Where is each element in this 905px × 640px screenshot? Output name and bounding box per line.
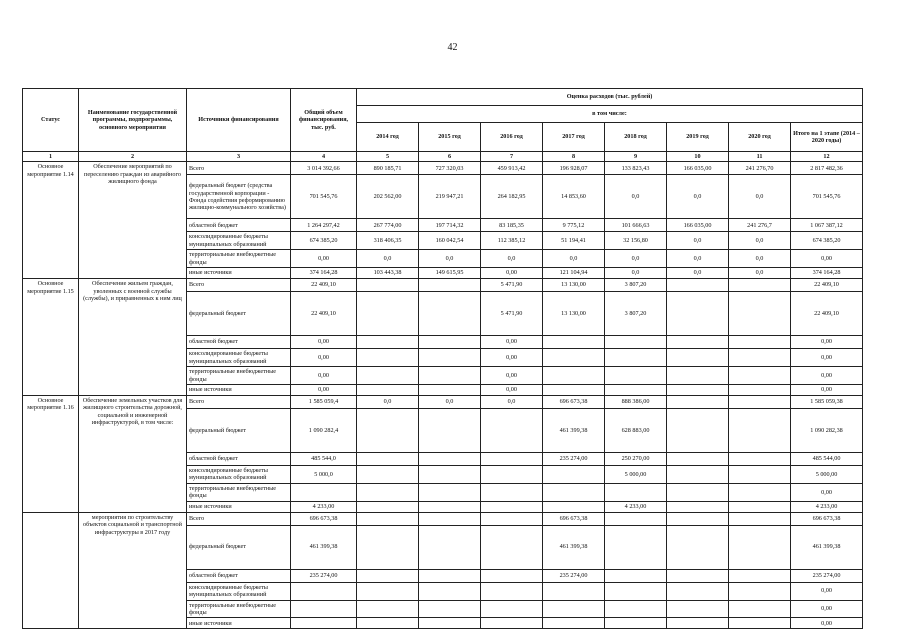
total-value-cell: 22 409,10 xyxy=(291,292,357,336)
year-value-cell: 4 233,00 xyxy=(605,501,667,512)
funding-source-cell: консолидированные бюджеты муниципальных образований xyxy=(187,582,291,600)
year-value-cell xyxy=(357,600,419,618)
table-row xyxy=(23,162,863,175)
year-value-cell xyxy=(667,367,729,385)
year-value-cell xyxy=(357,384,419,395)
stage-total-cell: 22 409,10 xyxy=(791,292,863,336)
column-number: 9 xyxy=(605,152,667,162)
funding-source-cell: Всего xyxy=(187,162,291,175)
stage-total-cell: 0,00 xyxy=(791,618,863,629)
year-value-cell xyxy=(419,349,481,367)
year-value-cell: 0,0 xyxy=(729,268,791,279)
year-value-cell xyxy=(357,279,419,292)
year-value-cell: 0,0 xyxy=(481,250,543,268)
year-value-cell: 0,0 xyxy=(357,395,419,408)
year-value-cell xyxy=(667,384,729,395)
year-value-cell xyxy=(543,483,605,501)
year-value-cell: 461 399,38 xyxy=(543,525,605,569)
year-value-cell xyxy=(667,569,729,582)
year-value-cell: 0,0 xyxy=(667,175,729,219)
year-value-cell xyxy=(667,483,729,501)
year-value-cell xyxy=(419,384,481,395)
funding-source-cell: областной бюджет xyxy=(187,569,291,582)
year-value-cell: 696 673,38 xyxy=(543,395,605,408)
year-value-cell: 267 774,00 xyxy=(357,219,419,232)
stage-total-cell: 0,00 xyxy=(791,349,863,367)
year-value-cell: 5 471,90 xyxy=(481,292,543,336)
year-value-cell: 0,00 xyxy=(481,268,543,279)
funding-source-cell: Всего xyxy=(187,395,291,408)
column-number: 4 xyxy=(291,152,357,162)
year-value-cell xyxy=(729,618,791,629)
year-value-cell: 0,00 xyxy=(481,336,543,349)
year-value-cell xyxy=(729,408,791,452)
year-value-cell xyxy=(729,569,791,582)
year-value-cell xyxy=(729,367,791,385)
year-value-cell xyxy=(357,349,419,367)
year-value-cell xyxy=(481,483,543,501)
column-numbers-row xyxy=(23,152,863,162)
total-value-cell xyxy=(291,618,357,629)
year-value-cell xyxy=(481,408,543,452)
header-year: 2017 год xyxy=(543,122,605,151)
year-value-cell: 0,0 xyxy=(605,250,667,268)
funding-source-cell: территориальные внебюджетные фонды xyxy=(187,367,291,385)
total-value-cell: 1 264 297,42 xyxy=(291,219,357,232)
year-value-cell: 3 807,20 xyxy=(605,279,667,292)
year-value-cell xyxy=(729,525,791,569)
total-value-cell xyxy=(291,582,357,600)
stage-total-cell: 1 585 059,38 xyxy=(791,395,863,408)
year-value-cell xyxy=(605,569,667,582)
column-number: 11 xyxy=(729,152,791,162)
year-value-cell xyxy=(481,582,543,600)
year-value-cell: 0,00 xyxy=(481,367,543,385)
stage-total-cell: 696 673,38 xyxy=(791,512,863,525)
total-value-cell: 0,00 xyxy=(291,349,357,367)
year-value-cell: 14 853,60 xyxy=(543,175,605,219)
funding-source-cell: федеральный бюджет (средства государственной корпорации - Фонда содействия реформированию жилищно-коммунального хозяйства) xyxy=(187,175,291,219)
year-value-cell xyxy=(357,336,419,349)
header-including: в том числе: xyxy=(357,105,863,122)
year-value-cell: 9 775,12 xyxy=(543,219,605,232)
year-value-cell xyxy=(667,501,729,512)
status-cell xyxy=(23,512,79,629)
column-number: 7 xyxy=(481,152,543,162)
stage-total-cell: 0,00 xyxy=(791,582,863,600)
header-year: 2015 год xyxy=(419,122,481,151)
year-value-cell xyxy=(729,452,791,465)
year-value-cell: 0,0 xyxy=(667,232,729,250)
year-value-cell xyxy=(605,349,667,367)
funding-source-cell: консолидированные бюджеты муниципальных образований xyxy=(187,349,291,367)
stage-total-cell: 2 817 482,36 xyxy=(791,162,863,175)
year-value-cell xyxy=(419,569,481,582)
column-number: 5 xyxy=(357,152,419,162)
status-cell: Основное мероприятие 1.15 xyxy=(23,279,79,396)
year-value-cell: 0,0 xyxy=(729,232,791,250)
header-year: 2020 год xyxy=(729,122,791,151)
year-value-cell: 160 042,54 xyxy=(419,232,481,250)
table-row xyxy=(23,395,863,408)
header-year: 2016 год xyxy=(481,122,543,151)
year-value-cell: 0,0 xyxy=(481,395,543,408)
year-value-cell: 0,0 xyxy=(357,250,419,268)
header-year: 2014 год xyxy=(357,122,419,151)
header-final: Итого на 1 этапе (2014 – 2020 годы) xyxy=(791,122,863,151)
header-source: Источники финансирования xyxy=(187,89,291,152)
funding-source-cell: областной бюджет xyxy=(187,219,291,232)
table-row xyxy=(23,512,863,525)
year-value-cell xyxy=(481,465,543,483)
year-value-cell: 250 270,00 xyxy=(605,452,667,465)
year-value-cell: 5 000,00 xyxy=(605,465,667,483)
year-value-cell xyxy=(729,501,791,512)
total-value-cell: 0,00 xyxy=(291,384,357,395)
budget-table xyxy=(22,88,863,629)
stage-total-cell: 374 164,28 xyxy=(791,268,863,279)
stage-total-cell: 4 233,00 xyxy=(791,501,863,512)
column-number: 1 xyxy=(23,152,79,162)
total-value-cell: 0,00 xyxy=(291,250,357,268)
year-value-cell xyxy=(419,501,481,512)
year-value-cell xyxy=(419,336,481,349)
year-value-cell xyxy=(481,618,543,629)
year-value-cell: 51 194,41 xyxy=(543,232,605,250)
funding-source-cell: территориальные внебюджетные фонды xyxy=(187,483,291,501)
stage-total-cell: 701 545,76 xyxy=(791,175,863,219)
year-value-cell xyxy=(481,501,543,512)
year-value-cell: 0,0 xyxy=(419,250,481,268)
stage-total-cell: 485 544,00 xyxy=(791,452,863,465)
stage-total-cell: 235 274,00 xyxy=(791,569,863,582)
year-value-cell xyxy=(667,336,729,349)
program-name-cell: Обеспечение земельных участков для жилищного строительства дорожной, социальной и инженерной инфраструктурой, в том числе: xyxy=(79,395,187,512)
table-header xyxy=(23,89,863,162)
stage-total-cell: 674 385,20 xyxy=(791,232,863,250)
year-value-cell xyxy=(605,512,667,525)
total-value-cell xyxy=(291,483,357,501)
year-value-cell xyxy=(605,336,667,349)
year-value-cell: 890 185,71 xyxy=(357,162,419,175)
funding-source-cell: областной бюджет xyxy=(187,336,291,349)
year-value-cell: 264 182,95 xyxy=(481,175,543,219)
funding-source-cell: федеральный бюджет xyxy=(187,292,291,336)
year-value-cell: 696 673,38 xyxy=(543,512,605,525)
total-value-cell: 0,00 xyxy=(291,367,357,385)
year-value-cell xyxy=(605,483,667,501)
year-value-cell: 5 471,90 xyxy=(481,279,543,292)
year-value-cell xyxy=(357,465,419,483)
funding-source-cell: иные источники xyxy=(187,618,291,629)
funding-source-cell: иные источники xyxy=(187,268,291,279)
program-name-cell: Обеспечение мероприятий по переселению граждан из аварийного жилищного фонда xyxy=(79,162,187,279)
funding-source-cell: федеральный бюджет xyxy=(187,525,291,569)
total-value-cell: 461 399,38 xyxy=(291,525,357,569)
year-value-cell xyxy=(543,600,605,618)
total-value-cell xyxy=(291,600,357,618)
total-value-cell: 485 544,0 xyxy=(291,452,357,465)
stage-total-cell: 0,00 xyxy=(791,384,863,395)
year-value-cell xyxy=(357,452,419,465)
year-value-cell xyxy=(419,279,481,292)
year-value-cell: 241 276,7 xyxy=(729,219,791,232)
year-value-cell xyxy=(419,618,481,629)
year-value-cell xyxy=(357,408,419,452)
year-value-cell xyxy=(419,483,481,501)
year-value-cell xyxy=(543,618,605,629)
funding-source-cell: консолидированные бюджеты муниципальных образований xyxy=(187,232,291,250)
total-value-cell: 0,00 xyxy=(291,336,357,349)
year-value-cell: 0,0 xyxy=(543,250,605,268)
year-value-cell: 0,0 xyxy=(729,250,791,268)
column-number: 6 xyxy=(419,152,481,162)
total-value-cell: 5 000,0 xyxy=(291,465,357,483)
stage-total-cell: 0,00 xyxy=(791,367,863,385)
year-value-cell: 318 406,35 xyxy=(357,232,419,250)
year-value-cell xyxy=(729,292,791,336)
column-number: 3 xyxy=(187,152,291,162)
total-value-cell: 235 274,00 xyxy=(291,569,357,582)
total-value-cell: 701 545,76 xyxy=(291,175,357,219)
year-value-cell xyxy=(729,395,791,408)
year-value-cell xyxy=(481,452,543,465)
stage-total-cell: 461 399,38 xyxy=(791,525,863,569)
year-value-cell: 0,0 xyxy=(419,395,481,408)
year-value-cell xyxy=(419,292,481,336)
year-value-cell xyxy=(729,483,791,501)
column-number: 10 xyxy=(667,152,729,162)
year-value-cell xyxy=(605,367,667,385)
year-value-cell xyxy=(729,336,791,349)
table-body xyxy=(23,162,863,629)
year-value-cell: 459 913,42 xyxy=(481,162,543,175)
year-value-cell xyxy=(729,384,791,395)
column-number: 8 xyxy=(543,152,605,162)
year-value-cell xyxy=(357,367,419,385)
year-value-cell xyxy=(419,408,481,452)
header-year: 2019 год xyxy=(667,122,729,151)
total-value-cell: 22 409,10 xyxy=(291,279,357,292)
year-value-cell xyxy=(357,525,419,569)
year-value-cell xyxy=(419,512,481,525)
year-value-cell xyxy=(543,465,605,483)
year-value-cell: 13 130,00 xyxy=(543,279,605,292)
year-value-cell xyxy=(419,452,481,465)
year-value-cell xyxy=(667,618,729,629)
year-value-cell xyxy=(729,349,791,367)
stage-total-cell: 0,00 xyxy=(791,600,863,618)
year-value-cell: 13 130,00 xyxy=(543,292,605,336)
year-value-cell xyxy=(543,384,605,395)
year-value-cell: 0,0 xyxy=(667,268,729,279)
year-value-cell xyxy=(605,618,667,629)
total-value-cell: 3 014 392,66 xyxy=(291,162,357,175)
year-value-cell xyxy=(667,349,729,367)
year-value-cell xyxy=(543,501,605,512)
program-name-cell: Обеспечение жильем граждан, уволенных с военной службы (службы), и приравненных к ним лиц xyxy=(79,279,187,396)
year-value-cell xyxy=(481,512,543,525)
year-value-cell xyxy=(357,483,419,501)
year-value-cell xyxy=(667,465,729,483)
header-estimate: Оценка расходов (тыс. рублей) xyxy=(357,89,863,106)
funding-source-cell: территориальные внебюджетные фонды xyxy=(187,600,291,618)
year-value-cell: 3 807,20 xyxy=(605,292,667,336)
year-value-cell: 0,0 xyxy=(729,175,791,219)
year-value-cell xyxy=(419,582,481,600)
stage-total-cell: 22 409,10 xyxy=(791,279,863,292)
total-value-cell: 374 164,28 xyxy=(291,268,357,279)
year-value-cell xyxy=(543,367,605,385)
funding-source-cell: консолидированные бюджеты муниципальных образований xyxy=(187,465,291,483)
year-value-cell xyxy=(543,349,605,367)
year-value-cell: 0,0 xyxy=(605,268,667,279)
total-value-cell: 4 233,00 xyxy=(291,501,357,512)
year-value-cell xyxy=(481,525,543,569)
year-value-cell: 103 443,38 xyxy=(357,268,419,279)
year-value-cell xyxy=(419,525,481,569)
stage-total-cell: 5 000,00 xyxy=(791,465,863,483)
year-value-cell xyxy=(357,292,419,336)
year-value-cell xyxy=(543,582,605,600)
year-value-cell xyxy=(605,582,667,600)
funding-source-cell: Всего xyxy=(187,512,291,525)
total-value-cell: 1 585 059,4 xyxy=(291,395,357,408)
funding-source-cell: областной бюджет xyxy=(187,452,291,465)
header-total: Общий объем финансирования, тыс. руб. xyxy=(291,89,357,152)
page-number: 42 xyxy=(447,42,458,53)
header-year: 2018 год xyxy=(605,122,667,151)
year-value-cell: 83 185,35 xyxy=(481,219,543,232)
year-value-cell: 461 399,38 xyxy=(543,408,605,452)
year-value-cell xyxy=(357,569,419,582)
year-value-cell xyxy=(667,292,729,336)
year-value-cell: 202 562,00 xyxy=(357,175,419,219)
funding-source-cell: иные источники xyxy=(187,501,291,512)
status-cell: Основное мероприятие 1.16 xyxy=(23,395,79,512)
funding-source-cell: иные источники xyxy=(187,384,291,395)
year-value-cell xyxy=(729,512,791,525)
year-value-cell: 0,0 xyxy=(667,250,729,268)
year-value-cell xyxy=(481,569,543,582)
year-value-cell: 241 276,70 xyxy=(729,162,791,175)
year-value-cell xyxy=(667,279,729,292)
year-value-cell: 196 928,07 xyxy=(543,162,605,175)
year-value-cell: 101 666,63 xyxy=(605,219,667,232)
header-name: Наименование государственной программы, подпрограммы, основного мероприятия xyxy=(79,89,187,152)
year-value-cell xyxy=(729,279,791,292)
year-value-cell: 32 156,80 xyxy=(605,232,667,250)
total-value-cell: 674 385,20 xyxy=(291,232,357,250)
table-row xyxy=(23,279,863,292)
year-value-cell xyxy=(543,336,605,349)
year-value-cell: 628 883,00 xyxy=(605,408,667,452)
year-value-cell: 166 035,00 xyxy=(667,219,729,232)
stage-total-cell: 0,00 xyxy=(791,336,863,349)
funding-source-cell: федеральный бюджет xyxy=(187,408,291,452)
year-value-cell xyxy=(729,582,791,600)
year-value-cell xyxy=(357,512,419,525)
year-value-cell: 888 386,00 xyxy=(605,395,667,408)
year-value-cell xyxy=(605,384,667,395)
funding-source-cell: Всего xyxy=(187,279,291,292)
year-value-cell xyxy=(357,501,419,512)
year-value-cell xyxy=(605,600,667,618)
stage-total-cell: 0,00 xyxy=(791,483,863,501)
funding-source-cell: территориальные внебюджетные фонды xyxy=(187,250,291,268)
program-name-cell: мероприятия по строительству объектов социальной и транспортной инфраструктуры в 2017 году xyxy=(79,512,187,629)
year-value-cell xyxy=(667,582,729,600)
year-value-cell: 166 035,00 xyxy=(667,162,729,175)
year-value-cell: 727 320,03 xyxy=(419,162,481,175)
year-value-cell xyxy=(667,600,729,618)
year-value-cell: 149 615,95 xyxy=(419,268,481,279)
year-value-cell: 0,0 xyxy=(605,175,667,219)
year-value-cell xyxy=(419,600,481,618)
year-value-cell: 197 714,32 xyxy=(419,219,481,232)
year-value-cell: 235 274,00 xyxy=(543,569,605,582)
year-value-cell xyxy=(667,452,729,465)
year-value-cell: 133 823,43 xyxy=(605,162,667,175)
year-value-cell xyxy=(667,408,729,452)
stage-total-cell: 1 090 282,38 xyxy=(791,408,863,452)
year-value-cell xyxy=(419,465,481,483)
year-value-cell xyxy=(357,582,419,600)
stage-total-cell: 1 067 387,12 xyxy=(791,219,863,232)
year-value-cell xyxy=(605,525,667,569)
year-value-cell xyxy=(419,367,481,385)
year-value-cell xyxy=(667,395,729,408)
year-value-cell: 0,00 xyxy=(481,349,543,367)
year-value-cell: 112 385,12 xyxy=(481,232,543,250)
stage-total-cell: 0,00 xyxy=(791,250,863,268)
year-value-cell xyxy=(667,512,729,525)
year-value-cell xyxy=(729,465,791,483)
header-status: Статус xyxy=(23,89,79,152)
year-value-cell: 121 104,94 xyxy=(543,268,605,279)
column-number: 12 xyxy=(791,152,863,162)
year-value-cell xyxy=(667,525,729,569)
year-value-cell: 219 947,21 xyxy=(419,175,481,219)
year-value-cell: 235 274,00 xyxy=(543,452,605,465)
year-value-cell xyxy=(357,618,419,629)
year-value-cell xyxy=(729,600,791,618)
year-value-cell: 0,00 xyxy=(481,384,543,395)
total-value-cell: 1 090 282,4 xyxy=(291,408,357,452)
year-value-cell xyxy=(481,600,543,618)
status-cell: Основное мероприятие 1.14 xyxy=(23,162,79,279)
total-value-cell: 696 673,38 xyxy=(291,512,357,525)
column-number: 2 xyxy=(79,152,187,162)
